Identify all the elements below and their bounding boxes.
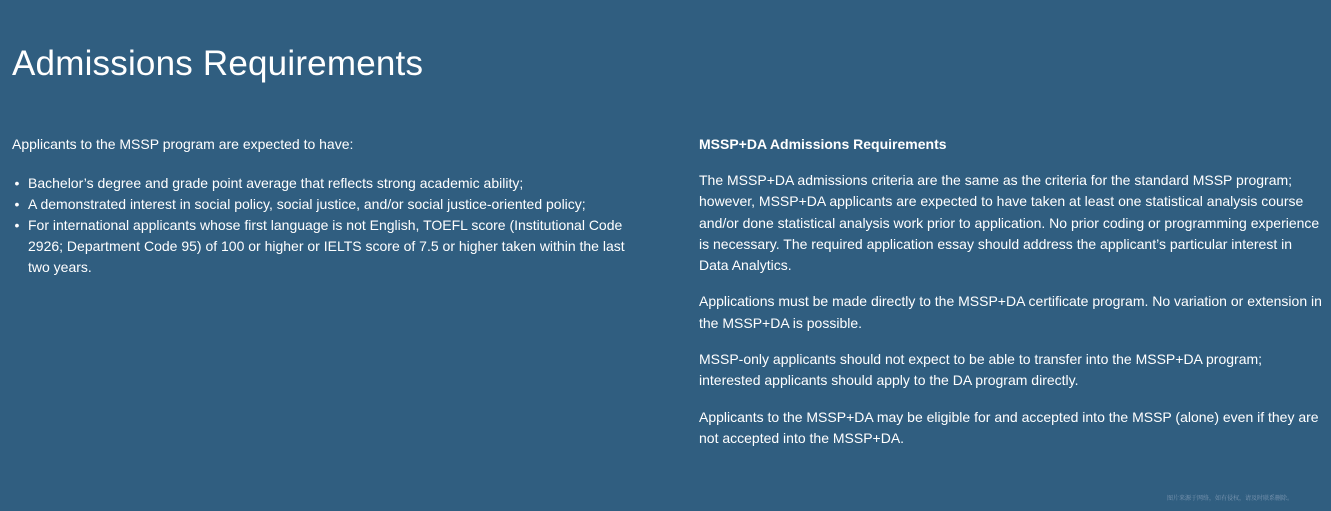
mssp-requirements-section <box>12 134 640 278</box>
mssp-da-requirements-section <box>699 134 1323 464</box>
paragraph-applications: Applications must be made directly to the MSSP+DA certificate program. No variation or extension in the MSSP+DA is possible. <box>699 293 1322 331</box>
section-heading: MSSP+DA Admissions Requirements <box>699 136 947 152</box>
bullet-icon: • <box>14 175 20 191</box>
list-item <box>14 194 640 215</box>
watermark-text: 图片来源于网络，如有侵权，请及时联系删除。 <box>1166 495 1293 502</box>
list-item <box>14 173 640 194</box>
bullet-icon: • <box>14 217 20 233</box>
paragraph-transfer: MSSP-only applicants should not expect to be able to transfer into the MSSP+DA program; interested applicants should apply to the DA program directly. <box>699 351 1263 389</box>
page-title: Admissions Requirements <box>12 44 424 83</box>
list-item-text: For international applicants whose first language is not English, TOEFL score (Institutional Code 2926; Department Code 95) of 100 or higher or IELTS score of 7.5 or higher taken within the last two years. <box>28 217 625 275</box>
paragraph-criteria: The MSSP+DA admissions criteria are the same as the criteria for the standard MSSP program; however, MSSP+DA applicants are expected to have taken at least one statistical analysis course and/or done statistical analysis work prior to application. No prior coding or programming experience is necessary. The required application essay should address the applicant’s particular interest in Data Analytics. <box>699 172 1320 274</box>
list-item-text: Bachelor’s degree and grade point average that reflects strong academic ability; <box>28 175 524 191</box>
requirements-list <box>12 173 640 278</box>
list-item <box>14 215 640 278</box>
paragraph-eligibility: Applicants to the MSSP+DA may be eligible for and accepted into the MSSP (alone) even if they are not accepted into the MSSP+DA. <box>699 408 1319 446</box>
requirements-intro: Applicants to the MSSP program are expected to have: <box>12 136 354 152</box>
bullet-icon: • <box>14 196 20 212</box>
list-item-text: A demonstrated interest in social policy, social justice, and/or social justice-oriented policy; <box>28 196 586 212</box>
